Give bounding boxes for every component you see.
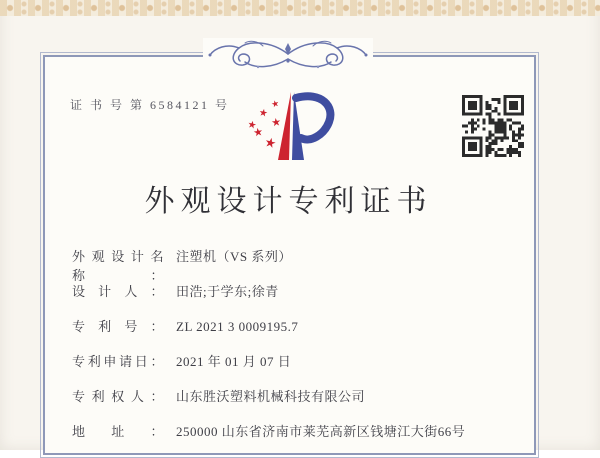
field-patentee bbox=[72, 386, 542, 404]
field-design-name bbox=[72, 246, 542, 283]
certificate-title: 外观设计专利证书 bbox=[144, 185, 433, 218]
field-value: 田浩;于学东;徐青 bbox=[176, 284, 279, 299]
field-designers bbox=[72, 281, 542, 299]
cnipa-emblem-icon bbox=[238, 90, 338, 172]
field-value: 2021 年 01 月 07 日 bbox=[176, 354, 292, 369]
field-patent-number bbox=[72, 316, 542, 334]
field-label: 地址： bbox=[72, 424, 164, 439]
svg-text:★: ★ bbox=[246, 119, 258, 132]
certificate-number: 证 书 号 第 6584121 号 bbox=[70, 98, 230, 112]
filigree-ornament-icon bbox=[203, 38, 373, 74]
field-value: 山东胜沃塑料机械科技有限公司 bbox=[176, 389, 366, 404]
field-address bbox=[72, 421, 542, 439]
svg-text:★: ★ bbox=[252, 125, 265, 140]
top-ornament-band-icon bbox=[0, 0, 600, 16]
field-label: 外观设计名称： bbox=[72, 249, 164, 283]
field-label: 专利申请日： bbox=[72, 354, 164, 369]
field-label: 设计人： bbox=[72, 284, 164, 299]
svg-text:★: ★ bbox=[257, 107, 269, 120]
field-label: 专利权人： bbox=[72, 389, 164, 404]
field-application-date bbox=[72, 351, 542, 369]
svg-text:★: ★ bbox=[270, 115, 282, 130]
svg-text:★: ★ bbox=[270, 98, 281, 111]
svg-text:★: ★ bbox=[262, 134, 278, 153]
field-value: ZL 2021 3 0009195.7 bbox=[176, 319, 299, 334]
certificate-fields bbox=[72, 246, 542, 456]
field-value: 250000 山东省济南市莱芜高新区钱塘江大街66号 bbox=[176, 424, 466, 439]
field-value: 注塑机（VS 系列） bbox=[176, 249, 292, 264]
qr-code bbox=[462, 95, 524, 157]
field-label: 专利号： bbox=[72, 319, 164, 334]
